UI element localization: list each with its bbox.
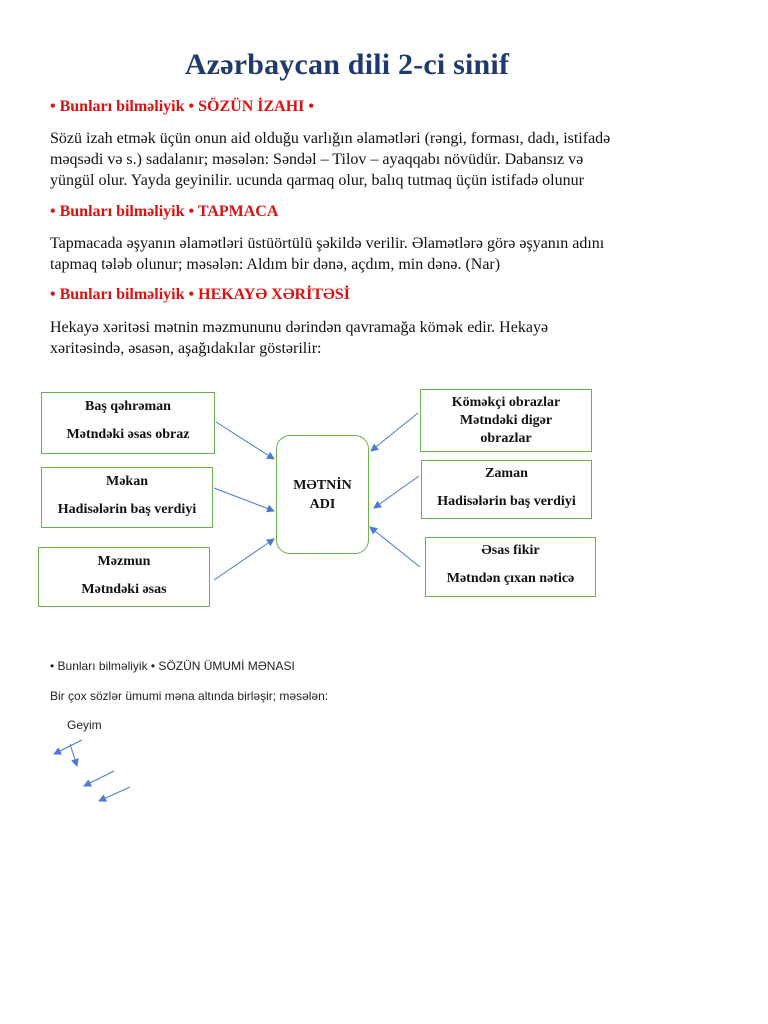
- example-word: Geyim: [67, 718, 102, 732]
- box-place-title: Məkan: [106, 474, 148, 489]
- box-main-idea-desc: Mətndən çıxan nəticə: [446, 571, 575, 586]
- arrow-geyim-2: [70, 744, 77, 766]
- box-helpers: [420, 389, 592, 452]
- arrow-geyim-4: [99, 787, 130, 801]
- text-line: Hekayə xəritəsi mətnin məzmununu dərindən qavramağa kömək edir. Hekayə: [50, 319, 549, 336]
- box-content-title: Məzmun: [97, 554, 151, 569]
- box-time-desc: Hadisələrin baş verdiyi: [437, 494, 576, 509]
- box-place: [41, 467, 213, 528]
- box-main-idea: [425, 537, 596, 597]
- center-line-1: MƏTNİN: [293, 478, 352, 493]
- section-heading-general-meaning: • Bunları bilməliyik • SÖZÜN ÜMUMİ MƏNASI: [50, 659, 295, 673]
- section-heading-riddle: • Bunları bilməliyik • TAPMACA: [50, 203, 279, 220]
- arrow-main-idea: [370, 527, 420, 567]
- arrow-content: [214, 539, 274, 580]
- arrow-helpers: [371, 413, 418, 451]
- box-content-desc: Mətndəki əsas: [81, 582, 167, 597]
- page-title: Azərbaycan dili 2-ci sinif: [184, 48, 510, 81]
- arrow-geyim-1: [54, 740, 82, 754]
- arrow-place: [214, 488, 274, 511]
- section-heading-word-explanation: • Bunları bilməliyik • SÖZÜN İZAHI •: [50, 98, 314, 115]
- arrow-main-hero: [216, 422, 274, 459]
- arrow-time: [374, 476, 419, 508]
- section-text-general-meaning: Bir çox sözlər ümumi məna altında birləşir; məsələn:: [50, 689, 329, 703]
- box-time-title: Zaman: [485, 466, 528, 481]
- text-line: tapmaq tələb olunur; məsələn: Aldım bir dənə, açdım, min dənə. (Nar): [50, 256, 501, 273]
- box-main-hero: [41, 392, 215, 454]
- text-line: məqsədi və s.) sadalanır; məsələn: Səndəl – Tilov – ayaqqabı növüdür. Dabansız və: [50, 151, 584, 168]
- box-place-desc: Hadisələrin baş verdiyi: [57, 502, 197, 517]
- box-time: [421, 460, 592, 519]
- section-heading-story-map: • Bunları bilməliyik • HEKAYƏ XƏRİTƏSİ: [50, 286, 350, 303]
- text-line: Sözü izah etmək üçün onun aid olduğu varlığın əlamətləri (rəngi, forması, dadı, istifadə: [50, 130, 611, 147]
- box-main-hero-title: Baş qəhrəman: [85, 399, 171, 414]
- box-main-hero-desc: Mətndəki əsas obraz: [66, 427, 190, 442]
- center-line-2: ADI: [309, 497, 336, 512]
- story-map-center: [276, 435, 369, 554]
- arrow-geyim-3: [84, 771, 114, 786]
- text-line: xəritəsində, əsasən, aşağıdakılar göstərilir:: [50, 340, 322, 357]
- text-line: Tapmacada əşyanın əlamətləri üstüörtülü şəkildə verilir. Əlamətlərə görə əşyanın adını: [50, 235, 605, 252]
- text-line: yüngül olur. Yayda geyinilir. ucunda qarmaq olur, balıq tutmaq üçün istifadə olunur: [50, 172, 584, 189]
- box-main-idea-title: Əsas fikir: [481, 543, 540, 558]
- box-helpers-desc-2: obrazlar: [480, 431, 532, 446]
- box-helpers-desc-1: Mətndəki digər: [459, 413, 553, 428]
- box-helpers-title: Köməkçi obrazlar: [451, 395, 561, 410]
- box-content: [38, 547, 210, 607]
